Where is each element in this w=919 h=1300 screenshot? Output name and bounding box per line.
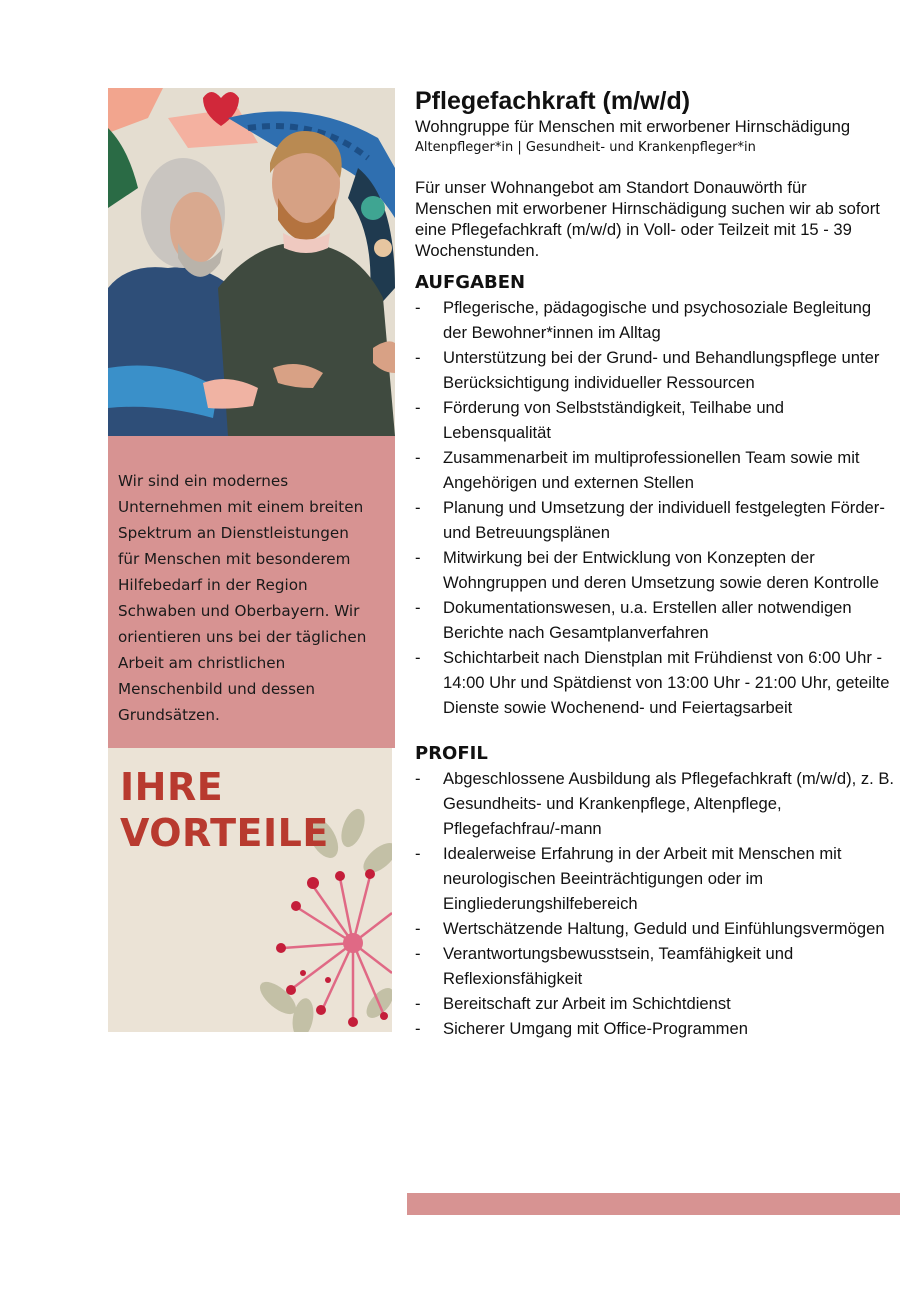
- list-item: [415, 991, 895, 1016]
- company-intro-box: [108, 436, 395, 748]
- list-item-text: Sicherer Umgang mit Office-Programmen: [443, 1019, 748, 1038]
- aufgaben-heading: AUFGABEN: [415, 272, 526, 293]
- list-item: [415, 841, 895, 916]
- list-item-text: Schichtarbeit nach Dienstplan mit Frühdienst von 6:00 Uhr - 14:00 Uhr und Spätdienst von 13:00 Uhr - 21:00 Uhr, geteilte Dienste sowie Wochenend- und Feiertagsarbeit: [443, 648, 890, 717]
- list-item: [415, 495, 895, 545]
- list-item: [415, 595, 895, 645]
- list-item-text: Pflegerische, pädagogische und psychosoziale Begleitung der Bewohner*innen im Alltag: [443, 298, 872, 342]
- profil-list: [415, 766, 895, 1041]
- list-item: [415, 545, 895, 595]
- list-item: [415, 1016, 895, 1041]
- list-item-text: Wertschätzende Haltung, Geduld und Einfühlungsvermögen: [443, 919, 885, 938]
- job-roles: Altenpfleger*in | Gesundheit- und Krankenpfleger*in: [415, 140, 756, 155]
- dash-marker: -: [415, 919, 421, 938]
- list-item-text: Verantwortungsbewusstsein, Teamfähigkeit und Reflexionsfähigkeit: [443, 944, 794, 988]
- vorteile-line-2: VORTEILE: [120, 811, 329, 855]
- dash-marker: -: [415, 598, 421, 617]
- job-title: Pflegefachkraft (m/w/d): [415, 87, 691, 115]
- list-item-text: Planung und Umsetzung der individuell festgelegten Förder- und Betreuungsplänen: [443, 498, 885, 542]
- vorteile-heading: [120, 764, 329, 856]
- list-item: [415, 445, 895, 495]
- job-subtitle: Wohngruppe für Menschen mit erworbener Hirnschädigung: [415, 117, 851, 136]
- list-item-text: Zusammenarbeit im multiprofessionellen Team sowie mit Angehörigen und externen Stellen: [443, 448, 860, 492]
- people-photo: [108, 88, 395, 436]
- dash-marker: -: [415, 994, 421, 1013]
- dash-marker: -: [415, 298, 421, 317]
- list-item: [415, 645, 895, 720]
- dash-marker: -: [415, 498, 421, 517]
- list-item: [415, 295, 895, 345]
- list-item-text: Bereitschaft zur Arbeit im Schichtdienst: [443, 994, 731, 1013]
- dash-marker: -: [415, 348, 421, 367]
- two-men-conversation-illustration: [108, 88, 395, 436]
- vorteile-banner: [108, 748, 392, 1032]
- list-item: [415, 395, 895, 445]
- dash-marker: -: [415, 398, 421, 417]
- list-item: [415, 941, 895, 991]
- aufgaben-list: [415, 295, 895, 720]
- job-posting-content: [415, 86, 895, 1041]
- profil-heading: PROFIL: [415, 743, 488, 764]
- list-item: [415, 766, 895, 841]
- dash-marker: -: [415, 769, 421, 788]
- list-item: [415, 345, 895, 395]
- list-item-text: Abgeschlossene Ausbildung als Pflegefachkraft (m/w/d), z. B. Gesundheits- und Krankenpflege, Altenpflege, Pflegefachfrau/-mann: [443, 769, 895, 838]
- company-intro-text: Wir sind ein modernes Unternehmen mit einem breiten Spektrum an Dienstleistungen für Menschen mit besonderem Hilfebedarf in der Region Schwaben und Oberbayern. Wir orientieren uns bei der täglichen Arbeit am christlichen Menschenbild und dessen Grundsätzen.: [118, 472, 367, 724]
- job-intro: Für unser Wohnangebot am Standort Donauwörth für Menschen mit erworbener Hirnschädigung suchen wir ab sofort eine Pflegefachkraft (m/w/d) in Voll- oder Teilzeit mit 15 - 39 Wochenstunden.: [415, 178, 880, 260]
- list-item-text: Dokumentationswesen, u.a. Erstellen aller notwendigen Berichte nach Gesamtplanverfahren: [443, 598, 852, 642]
- dash-marker: -: [415, 844, 421, 863]
- list-item-text: Unterstützung bei der Grund- und Behandlungspflege unter Berücksichtigung individueller Ressourcen: [443, 348, 880, 392]
- list-item: [415, 916, 895, 941]
- dash-marker: -: [415, 548, 421, 567]
- list-item-text: Mitwirkung bei der Entwicklung von Konzepten der Wohngruppen und deren Umsetzung sowie deren Kontrolle: [443, 548, 880, 592]
- dash-marker: -: [415, 944, 421, 963]
- dash-marker: -: [415, 648, 421, 667]
- list-item-text: Idealerweise Erfahrung in der Arbeit mit Menschen mit neurologischen Beeinträchtigungen oder im Eingliederungshilfebereich: [443, 844, 842, 913]
- footer-accent-bar: [407, 1193, 900, 1215]
- list-item-text: Förderung von Selbstständigkeit, Teilhabe und Lebensqualität: [443, 398, 785, 442]
- dash-marker: -: [415, 1019, 421, 1038]
- vorteile-line-1: IHRE: [120, 765, 224, 809]
- dash-marker: -: [415, 448, 421, 467]
